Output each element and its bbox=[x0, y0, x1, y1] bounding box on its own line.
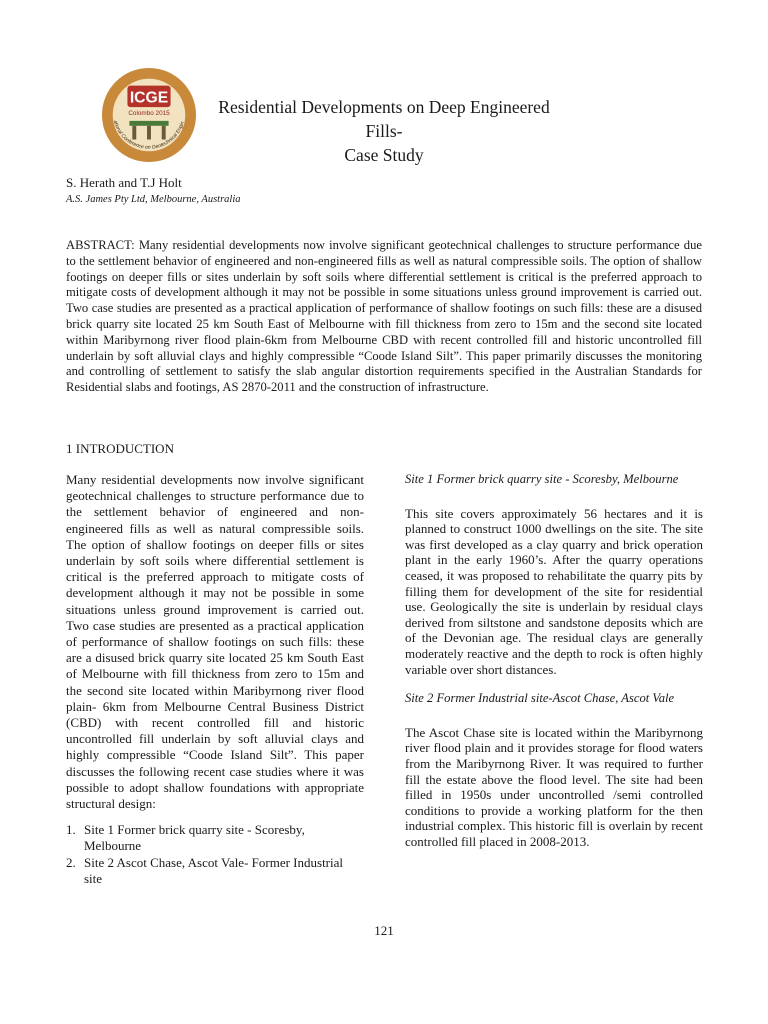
list-item-text: Site 1 Former brick quarry site - Scoresby, Melbourne bbox=[84, 822, 305, 854]
site2-heading: Site 2 Former Industrial site-Ascot Chase, Ascot Vale bbox=[405, 691, 675, 706]
logo-acronym: ICGE bbox=[129, 89, 169, 107]
list-item-number: 1. bbox=[66, 822, 76, 838]
left-column bbox=[66, 472, 364, 887]
list-item bbox=[66, 855, 364, 887]
case-study-list bbox=[66, 822, 364, 887]
list-item-number: 2. bbox=[66, 854, 76, 870]
title-line-1: Residential Developments on Deep Engineered Fills- bbox=[218, 97, 550, 141]
icge-logo bbox=[100, 66, 198, 164]
intro-paragraph: Many residential developments now involve significant geotechnical challenges to structure performance due to the settlement behavior of engineered and non-engineered fills as well as natural compressible soils. The option of shallow footings on deeper fills or sites underlain by soft soils where differential settlement is critical is the preferred approach to mitigate costs of development although it may not be possible in some situations unless ground improvement is carried out. Two case studies are presented as a practical application of performance of shallow footings on such fills: these are a disused brick quarry site located 25 km South East of Melbourne with fill thickness from zero to 15m and the second site located within Maribyrnong river flood plain- 6km from Melbourne Central Business District (CBD) with recent controlled fill and historic uncontrolled fill underlain by soft alluvial clays and highly compressible “Coode Island Silt”. This paper discusses the following recent case studies where it was possible to adopt shallow foundations with appropriate structural design: bbox=[66, 472, 364, 812]
logo-pillar-left bbox=[132, 126, 136, 140]
logo-ring-text: ational Conference on Geotechnical Engin bbox=[111, 119, 186, 151]
logo-subtitle: Colombo 2015 bbox=[128, 110, 170, 117]
paper-title bbox=[200, 95, 568, 167]
affiliation: A.S. James Pty Ltd, Melbourne, Australia bbox=[66, 194, 241, 205]
list-item bbox=[66, 822, 364, 854]
authors: S. Herath and T.J Holt bbox=[66, 175, 182, 190]
logo-bridge-deck bbox=[129, 121, 168, 126]
site1-heading: Site 1 Former brick quarry site - Scoresby, Melbourne bbox=[405, 472, 679, 486]
logo-pillar-mid bbox=[147, 126, 151, 140]
logo-pillar-right bbox=[162, 126, 166, 140]
site2-paragraph: The Ascot Chase site is located within the Maribyrnong river flood plain and it provides storage for flood waters from the Maribyrnong River. It was required to further fill the estate above the flood level. The site had been filled in 1950s under uncontrolled /semi controlled conditions to provide a working platform for the then industrial complex. This historic fill is overlain by recent controlled fill placed in 2008-2013. bbox=[405, 724, 703, 849]
site1-paragraph: This site covers approximately 56 hectares and it is planned to construct 1000 dwellings on the site. The site was first developed as a clay quarry and brick operation plant in the early 1960’s. After the quarry operations ceased, it was proposed to rehabilitate the quarry pits by filling them for development of the site for residential use. Geologically the site is underlain by residual clays derived from siltstone and sandstone deposits which are of the Devonian age. The residual clays are generally moderately reactive and the depth to rock is often highly variable over short distances. bbox=[405, 505, 703, 677]
page-number: 121 bbox=[374, 923, 394, 938]
abstract: ABSTRACT: Many residential developments now involve significant geotechnical challenges to structure performance due to the settlement behavior of engineered and non-engineered fills as well as natural compressible soils. The option of shallow footings on deeper fills or sites underlain by soft soils where differential settlement is critical is the preferred approach to mitigate costs of development although it may not be possible in some situations unless ground improvement is carried out. Two case studies are presented as a practical application of performance of shallow footings on such fills: these are a disused brick quarry site located 25 km South East of Melbourne with fill thickness from zero to 15m and the second site located within Maribyrnong river flood plain-6km from Melbourne CBD with recent controlled fill and historic uncontrolled fill underlain by soft alluvial clays and highly compressible “Coode Island Silt”. This paper primarily discusses the monitoring and controlling of settlement to satisfy the slab angular distortion requirements specified in the Australian Standards for Residential slabs and footings, AS 2870-2011 and the construction of infrastructure. bbox=[66, 238, 702, 395]
title-line-2: Case Study bbox=[344, 145, 424, 165]
right-column bbox=[405, 472, 703, 849]
list-item-text: Site 2 Ascot Chase, Ascot Vale- Former Industrial site bbox=[84, 854, 344, 886]
section-heading-introduction: 1 INTRODUCTION bbox=[66, 441, 174, 456]
